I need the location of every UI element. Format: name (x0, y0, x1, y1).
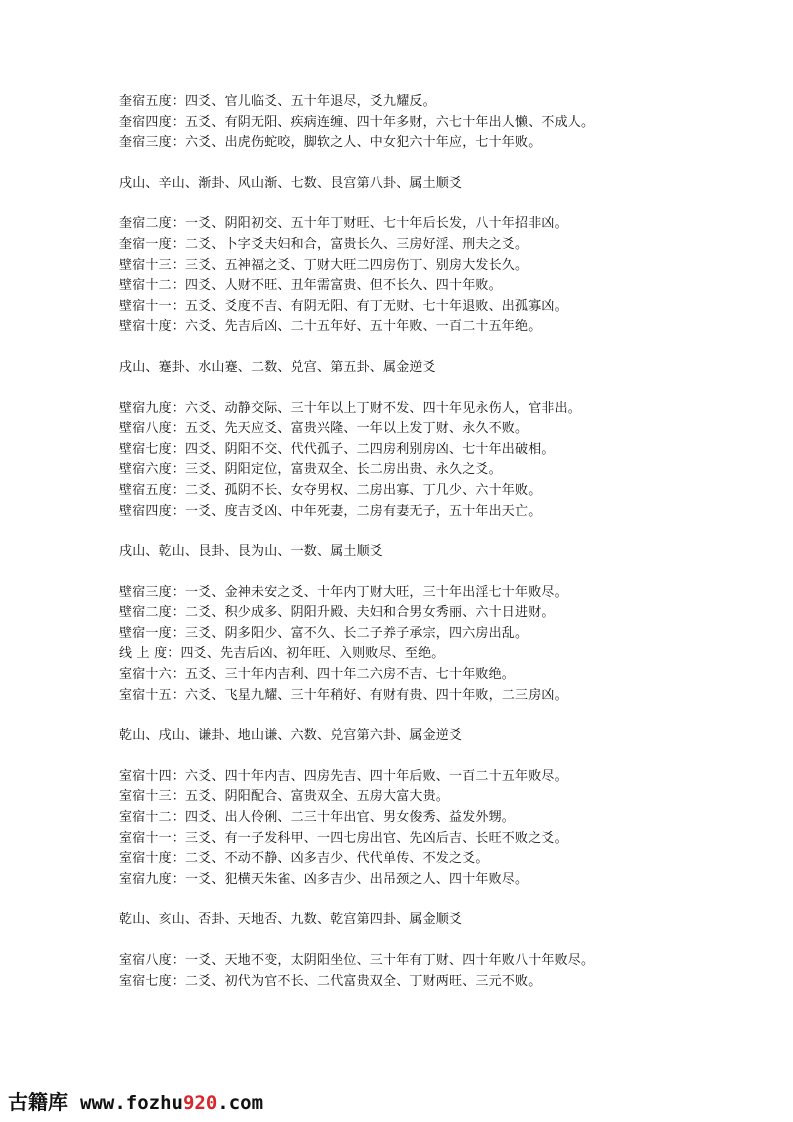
section-block (119, 951, 759, 992)
section-heading: 乾山、亥山、否卦、天地否、九数、乾宫第四卦、属金顺爻 (119, 912, 463, 928)
section-block (119, 583, 759, 707)
text-line: 室宿十六：五爻、三十年内吉利、四十年二六房不吉、七十年败绝。 (119, 667, 516, 683)
section-block (119, 399, 759, 523)
text-line: 壁宿二度：二爻、积少成多、阴阳升殿、夫妇和合男女秀丽、六十日进财。 (119, 605, 555, 621)
text-line: 室宿九度：一爻、犯横天朱雀、凶多吉少、出吊颈之人、四十年败尽。 (119, 871, 529, 887)
text-line: 壁宿十三：三爻、五神福之爻、丁财大旺二四房伤丁、别房大发长久。 (119, 257, 529, 273)
text-line: 奎宿五度：四爻、官儿临爻、五十年退尽，爻九耀反。 (119, 94, 436, 109)
site-url-prefix: www.fozhu (80, 1092, 183, 1114)
site-url[interactable] (80, 1092, 263, 1114)
section-heading: 戌山、辛山、渐卦、风山渐、七数、艮宫第八卦、属土顺爻 (119, 175, 463, 191)
text-line: 壁宿九度：六爻、动静交际、三十年以上丁财不发、四十年见永伤人，官非出。 (119, 400, 582, 416)
text-line: 壁宿四度：一爻、度吉爻凶、中年死妻，二房有妻无子，五十年出天亡。 (119, 503, 542, 519)
section-heading: 戌山、乾山、艮卦、艮为山、一数、属土顺爻 (119, 544, 384, 560)
text-line: 室宿十一：三爻、有一子发科甲、一四七房出官、先凶后吉、长旺不败之爻。 (119, 830, 568, 846)
text-line: 壁宿七度：四爻、阴阳不交、代代孤子、二四房利别房凶、七十年出破相。 (119, 441, 555, 457)
section-block (119, 767, 759, 891)
section-heading: 乾山、戌山、谦卦、地山谦、六数、兑宫第六卦、属金逆爻 (119, 728, 463, 744)
text-line: 壁宿一度：三爻、阴多阳少、富不久、长二子养子承宗，四六房出乱。 (119, 625, 529, 641)
text-line: 室宿八度：一爻、天地不变，太阴阳坐位、三十年有丁财、四十年败八十年败尽。 (119, 953, 595, 968)
site-watermark (8, 1086, 263, 1118)
text-line: 壁宿六度：三爻、阴阳定位，富贵双全、长二房出贵、永久之爻。 (119, 462, 502, 478)
site-url-accent: 920 (182, 1092, 218, 1114)
site-url-suffix: .com (217, 1092, 264, 1114)
text-line: 壁宿十一：五爻、爻度不吉、有阴无阳、有丁无财、七十年退败、出孤寡凶。 (119, 298, 568, 314)
text-line: 奎宿二度：一爻、阴阳初交、五十年丁财旺、七十年后长发，八十年招非凶。 (119, 216, 568, 232)
site-brand: 古籍库 (8, 1090, 68, 1114)
text-line: 室宿十二：四爻、出人伶俐、二三十年出官、男女俊秀、益发外甥。 (119, 810, 516, 826)
section-block (119, 214, 759, 338)
text-line: 奎宿一度：二爻、卜字爻夫妇和合，富贵长久、三房好淫、刑夫之爻。 (119, 236, 529, 252)
text-line: 壁宿八度：五爻、先天应爻、富贵兴隆、一年以上发丁财、永久不败。 (119, 421, 529, 437)
text-line: 室宿十度：二爻、不动不静、凶多吉少、代代单传、不发之爻。 (119, 851, 489, 867)
text-line: 室宿十四：六爻、四十年内吉、四房先吉、四十年后败、一百二十五年败尽。 (119, 768, 568, 784)
section-heading: 戌山、蹇卦、水山蹇、二数、兑宫、第五卦、属金逆爻 (119, 359, 436, 375)
text-line: 壁宿三度：一爻、金神未安之爻、十年内丁财大旺，三十年出淫七十年败尽。 (119, 584, 568, 600)
text-line: 壁宿十二：四爻、人财不旺、丑年需富贵、但不长久、四十年败。 (119, 278, 502, 294)
document-body (119, 92, 759, 1012)
text-line: 壁宿十度：六爻、先吉后凶、二十五年好、五十年败、一百二十五年绝。 (119, 319, 542, 335)
section-block (119, 92, 759, 154)
text-line: 奎宿三度：六爻、出虎伤蛇咬，脚软之人、中女犯六十年应，七十年败。 (119, 135, 542, 151)
text-line: 奎宿四度：五爻、有阴无阳、疾病连缠、四十年多财，六七十年出人懒、不成人。 (119, 114, 595, 130)
text-line: 壁宿五度：二爻、孤阴不长、女夺男权、二房出寡、丁几少、六十年败。 (119, 482, 542, 498)
text-line: 室宿七度：二爻、初代为官不长、二代富贵双全、丁财两旺、三元不败。 (119, 973, 542, 989)
text-line: 线 上 度：四爻、先吉后凶、初年旺、入则败尽、至绝。 (119, 646, 445, 662)
text-line: 室宿十五：六爻、飞星九耀、三十年稍好、有财有贵、四十年败，二三房凶。 (119, 687, 568, 703)
text-line: 室宿十三：五爻、阴阳配合、富贵双全、五房大富大贵。 (119, 789, 450, 805)
